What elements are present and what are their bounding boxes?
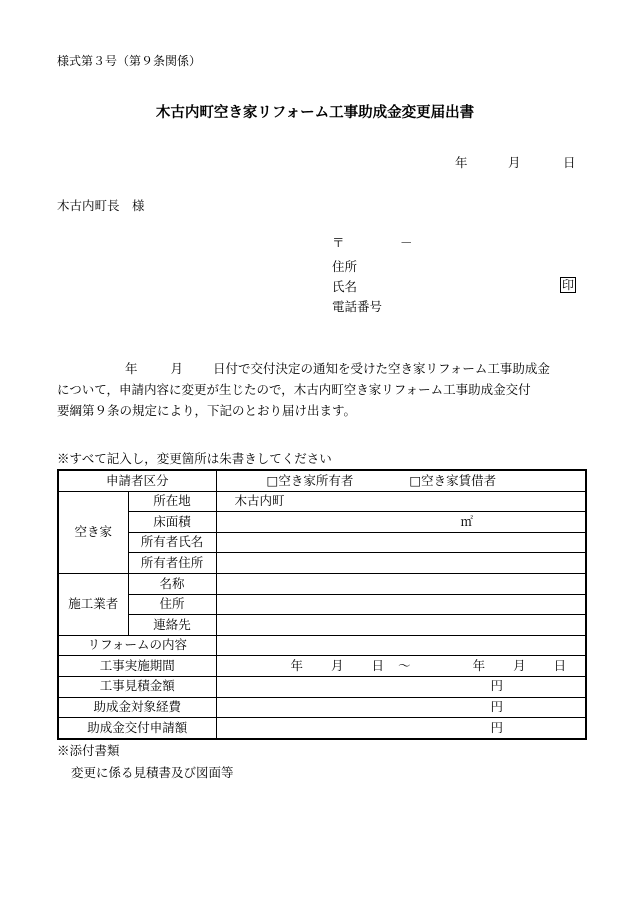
- period-end-month: 月: [513, 657, 526, 673]
- form-number: 様式第３号（第９条関係）: [57, 54, 202, 68]
- postal-dash: －: [400, 235, 413, 250]
- requested-amount-field[interactable]: [216, 718, 586, 739]
- floor-area-field[interactable]: [216, 512, 586, 533]
- date-day-label: 日: [563, 155, 576, 170]
- requested-amount-label: 助成金交付申請額: [58, 718, 216, 739]
- contractor-address-field[interactable]: [216, 594, 586, 615]
- table-row: [58, 553, 586, 574]
- application-table: [57, 469, 587, 740]
- body-text: [57, 358, 577, 421]
- owner-name-field[interactable]: [216, 532, 586, 553]
- owner-name-label: 所有者氏名: [128, 532, 216, 553]
- contractor-name-label: 名称: [128, 573, 216, 594]
- table-row: [58, 656, 586, 677]
- applicant-type-label: 申請者区分: [58, 470, 216, 491]
- applicant-type-options: [216, 470, 586, 491]
- table-row: [58, 615, 586, 636]
- period-field[interactable]: [216, 656, 586, 677]
- attachments-label: ※添付書類: [57, 743, 120, 758]
- option-owner-checkbox[interactable]: □空き家所有者: [266, 472, 354, 488]
- applicant-address-label: 住所: [332, 259, 358, 274]
- applicant-phone-label: 電話番号: [332, 299, 383, 314]
- date-year-label: 年: [455, 155, 468, 170]
- table-row: [58, 491, 586, 512]
- body-line-1: [57, 358, 577, 379]
- addressee: 木古内町長 様: [57, 198, 145, 213]
- location-field[interactable]: [216, 491, 586, 512]
- contractor-address-label: 住所: [128, 594, 216, 615]
- attachments-item: 変更に係る見積書及び図面等: [71, 765, 234, 780]
- estimate-label: 工事見積金額: [58, 676, 216, 697]
- location-value: 木古内町: [234, 493, 285, 509]
- body-line-2: について，申請内容に変更が生じたので，木古内町空き家リフォーム工事助成金交付: [57, 382, 531, 397]
- table-row: [58, 532, 586, 553]
- table-row: [58, 676, 586, 697]
- location-label: 所在地: [128, 491, 216, 512]
- period-start-month: 月: [331, 657, 344, 673]
- owner-address-field[interactable]: [216, 553, 586, 574]
- eligible-cost-label: 助成金対象経費: [58, 697, 216, 718]
- postal-mark: 〒: [332, 235, 345, 250]
- vacant-house-label: 空き家: [58, 491, 128, 573]
- date-month-label: 月: [508, 155, 521, 170]
- table-row: [58, 573, 586, 594]
- body-month: 月: [170, 361, 184, 376]
- period-start-day: 日: [371, 657, 385, 673]
- document-title: 木古内町空き家リフォーム工事助成金変更届出書: [155, 104, 475, 121]
- contractor-contact-field[interactable]: [216, 615, 586, 636]
- period-label: 工事実施期間: [58, 656, 216, 677]
- requested-amount-yen: 円: [490, 719, 504, 735]
- eligible-cost-yen: 円: [490, 699, 504, 715]
- period-start-year: 年: [290, 657, 304, 673]
- period-end-day: 日: [553, 657, 567, 673]
- owner-address-label: 所有者住所: [128, 553, 216, 574]
- table-row: [58, 718, 586, 739]
- body-year: 年: [125, 361, 138, 376]
- body-line-1-rest: 日付で交付決定の通知を受けた空き家リフォーム工事助成金: [213, 361, 550, 376]
- table-row: [58, 635, 586, 656]
- table-note: ※すべて記入し，変更箇所は朱書きしてください: [57, 451, 332, 466]
- floor-area-unit: ㎡: [460, 513, 474, 529]
- floor-area-label: 床面積: [128, 512, 216, 533]
- table-row: [58, 594, 586, 615]
- option-tenant-checkbox[interactable]: □空き家賃借者: [409, 472, 497, 488]
- table-row: [58, 512, 586, 533]
- contractor-contact-label: 連絡先: [128, 615, 216, 636]
- estimate-yen: 円: [490, 678, 504, 694]
- reform-content-field[interactable]: [216, 635, 586, 656]
- seal-mark: 印: [562, 278, 575, 292]
- period-end-year: 年: [472, 657, 486, 673]
- eligible-cost-field[interactable]: [216, 697, 586, 718]
- body-line-3: 要綱第９条の規定により，下記のとおり届け出ます。: [57, 403, 357, 418]
- reform-content-label: リフォームの内容: [58, 635, 216, 656]
- table-row: [58, 470, 586, 491]
- table-row: [58, 697, 586, 718]
- period-tilde: ～: [398, 657, 411, 673]
- estimate-field[interactable]: [216, 676, 586, 697]
- contractor-label: 施工業者: [58, 573, 128, 635]
- applicant-name-label: 氏名: [332, 279, 358, 294]
- contractor-name-field[interactable]: [216, 573, 586, 594]
